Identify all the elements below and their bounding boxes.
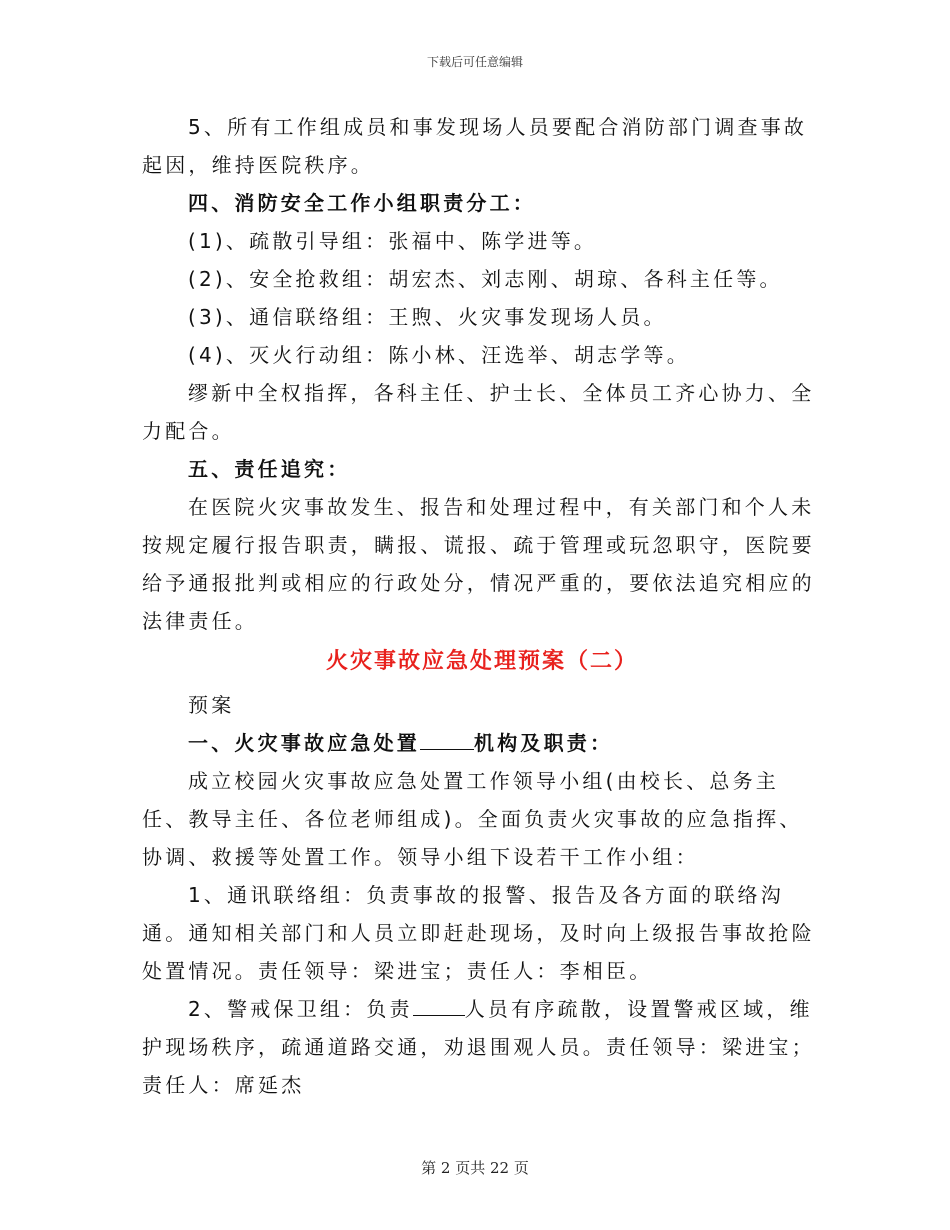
top-paragraphs <box>142 108 822 640</box>
paragraph: 1、通讯联络组：负责事故的报警、报告及各方面的联络沟通。通知相关部门和人员立即赶赴现场，及时向上级报告事故抢险处置情况。责任领导：梁进宝；责任人：李相臣。 <box>142 883 815 983</box>
section-title: 火灾事故应急处理预案（二） <box>325 649 638 674</box>
paragraph: (3)、通信联络组：王煦、火灾事发现场人员。 <box>188 305 667 329</box>
fill-blank <box>413 995 465 1016</box>
page-footer: 第 2 页共 22 页 <box>421 1159 529 1177</box>
paragraph: 5、所有工作组成员和事发现场人员要配合消防部门调查事故起因，维持医院秩序。 <box>142 115 808 177</box>
paragraph: 在医院火灾事故发生、报告和处理过程中，有关部门和个人未按规定履行报告职责，瞒报、谎报、疏于管理或玩忽职守，医院要给予通报批判或相应的行政处分，情况严重的，要依法追究相应的法律责任。 <box>142 495 815 633</box>
paragraph: (1)、疏散引导组：张福中、陈学进等。 <box>188 229 598 253</box>
heading-organization-post: 机构及职责： <box>474 731 614 755</box>
mid-paragraphs <box>142 762 822 990</box>
paragraph: 缪新中全权指挥，各科主任、护士长、全体员工齐心协力、全力配合。 <box>142 381 815 443</box>
heading-organization <box>142 724 822 762</box>
section-heading: 五、责任追究： <box>188 457 351 481</box>
heading-organization-pre: 一、火灾事故应急处置 <box>188 731 420 755</box>
paragraph: (2)、安全抢救组：胡宏杰、刘志刚、胡琼、各科主任等。 <box>188 267 783 291</box>
paragraph-security-post: 人员有序疏散，设置警戒区域，维护现场秩序，疏通道路交通，劝退围观人员。责任领导：梁进宝；责任人：席延杰 <box>142 997 815 1097</box>
paragraph-security-group <box>142 990 822 1104</box>
paragraph-security-pre: 2、警戒保卫组：负责 <box>188 997 413 1021</box>
header-note: 下载后可任意编辑 <box>426 55 523 69</box>
label-yuan: 预案 <box>188 693 235 717</box>
section-heading: 四、消防安全工作小组职责分工： <box>188 191 536 215</box>
document-body <box>142 108 822 1104</box>
paragraph: (4)、灭火行动组：陈小林、汪选举、胡志学等。 <box>188 343 690 367</box>
paragraph: 成立校园火灾事故应急处置工作领导小组(由校长、总务主任、教导主任、各位老师组成)。全面负责火灾事故的应急指挥、协调、救援等处置工作。领导小组下设若干工作小组： <box>142 769 803 869</box>
fill-blank <box>420 729 474 750</box>
